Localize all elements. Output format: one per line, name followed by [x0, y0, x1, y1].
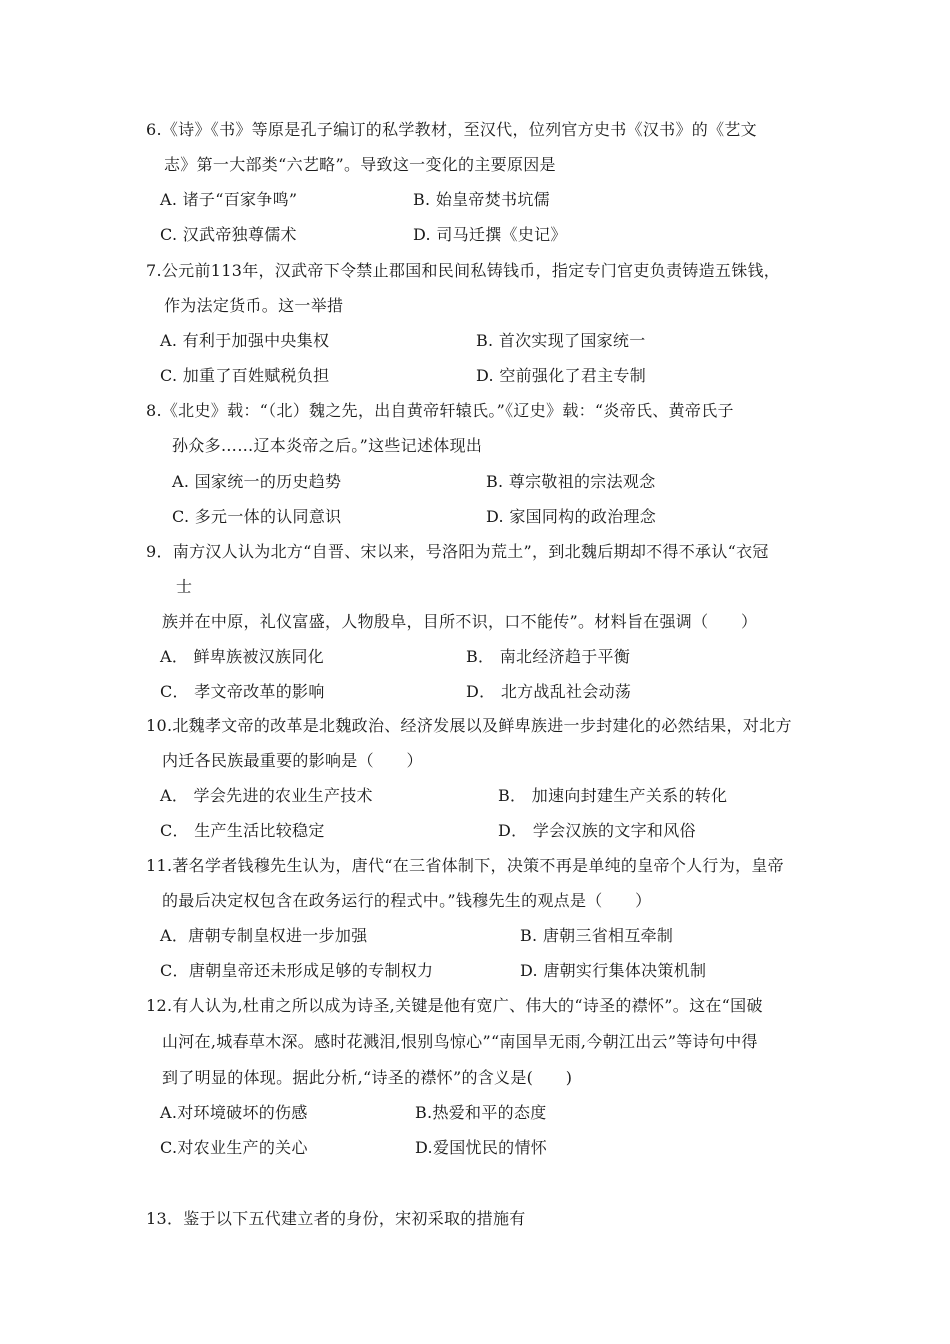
question-11-option-a[interactable]: A．唐朝专制皇权进一步加强 — [160, 926, 368, 945]
question-7-stem-line-2: 作为法定货币。这一举措 — [164, 296, 344, 315]
question-7-option-d[interactable]: D. 空前强化了君主专制 — [476, 366, 647, 385]
question-9-stem-line-3: 族并在中原，礼仪富盛，人物殷阜，目所不识，口不能传”。材料旨在强调（ ） — [162, 612, 758, 631]
question-6-option-b[interactable]: B. 始皇帝焚书坑儒 — [413, 190, 550, 209]
question-8-option-a[interactable]: A. 国家统一的历史趋势 — [172, 472, 342, 491]
question-11-stem-line-2: 的最后决定权包含在政务运行的程式中。”钱穆先生的观点是（ ） — [162, 891, 652, 910]
question-9-option-d[interactable]: D． 北方战乱社会动荡 — [466, 682, 632, 701]
question-11-option-c[interactable]: C．唐朝皇帝还未形成足够的专制权力 — [160, 961, 434, 980]
question-7-option-b[interactable]: B. 首次实现了国家统一 — [476, 331, 646, 350]
question-8-option-d[interactable]: D. 家国同构的政治理念 — [486, 507, 657, 526]
question-12-stem-line-3: 到了明显的体现。据此分析,“诗圣的襟怀”的含义是( ) — [162, 1068, 573, 1087]
question-9-option-a[interactable]: A． 鲜卑族被汉族同化 — [160, 647, 324, 666]
question-10-stem-line-2: 内迁各民族最重要的影响是（ ） — [162, 751, 423, 770]
question-12-option-c[interactable]: C.对农业生产的关心 — [160, 1138, 308, 1157]
question-8-option-b[interactable]: B. 尊宗敬祖的宗法观念 — [486, 472, 656, 491]
question-11-stem-line-1: 11.著名学者钱穆先生认为，唐代“在三省体制下，决策不再是单纯的皇帝个人行为，皇帝 — [146, 856, 784, 875]
question-6-stem-line-2: 志》第一大部类“六艺略”。导致这一变化的主要原因是 — [164, 155, 556, 174]
question-12-stem-line-1: 12.有人认为,杜甫之所以成为诗圣,关键是他有宽广、伟大的“诗圣的襟怀”。这在“国破 — [146, 996, 763, 1015]
question-8-stem-line-2: 孙众多……辽本炎帝之后。”这些记述体现出 — [172, 436, 483, 455]
question-10-option-a[interactable]: A． 学会先进的农业生产技术 — [160, 786, 373, 805]
question-12-option-b[interactable]: B.热爱和平的态度 — [415, 1103, 547, 1122]
question-10-option-b[interactable]: B． 加速向封建生产关系的转化 — [498, 786, 728, 805]
question-13-stem-line-1: 13．鉴于以下五代建立者的身份，宋初采取的措施有 — [146, 1209, 526, 1228]
question-6-stem-line-1: 6.《诗》《书》等原是孔子编订的私学教材，至汉代，位列官方史书《汉书》的《艺文 — [146, 120, 757, 139]
question-10-option-c[interactable]: C． 生产生活比较稳定 — [160, 821, 325, 840]
question-7-option-a[interactable]: A. 有利于加强中央集权 — [160, 331, 330, 350]
question-8-option-c[interactable]: C. 多元一体的认同意识 — [172, 507, 342, 526]
question-6-option-c[interactable]: C. 汉武帝独尊儒术 — [160, 225, 297, 244]
question-9-option-b[interactable]: B． 南北经济趋于平衡 — [466, 647, 631, 666]
question-12-option-a[interactable]: A.对环境破坏的伤感 — [160, 1103, 308, 1122]
question-9-stem-line-2: 士 — [176, 577, 193, 596]
question-12-stem-line-2: 山河在,城春草木深。感时花溅泪,恨别鸟惊心”“南国旱无雨,今朝江出云”等诗句中得 — [162, 1032, 758, 1051]
question-11-option-b[interactable]: B. 唐朝三省相互牵制 — [520, 926, 674, 945]
question-11-option-d[interactable]: D. 唐朝实行集体决策机制 — [520, 961, 707, 980]
question-9-stem-line-1: 9．南方汉人认为北方“自晋、宋以来，号洛阳为荒土”，到北魏后期却不得不承认“衣冠 — [146, 542, 769, 561]
question-7-option-c[interactable]: C. 加重了百姓赋税负担 — [160, 366, 330, 385]
question-6-option-a[interactable]: A. 诸子“百家争鸣” — [160, 190, 298, 209]
question-10-option-d[interactable]: D． 学会汉族的文字和风俗 — [498, 821, 696, 840]
question-9-option-c[interactable]: C． 孝文帝改革的影响 — [160, 682, 325, 701]
question-7-stem-line-1: 7.公元前113年，汉武帝下令禁止郡国和民间私铸钱币，指定专门官吏负责铸造五铢钱， — [146, 261, 781, 280]
question-6-option-d[interactable]: D. 司马迁撰《史记》 — [413, 225, 567, 244]
question-8-stem-line-1: 8.《北史》载：“（北）魏之先，出自黄帝轩辕氏。”《辽史》载：“炎帝氏、黄帝氏子 — [146, 401, 734, 420]
question-10-stem-line-1: 10.北魏孝文帝的改革是北魏政治、经济发展以及鲜卑族进一步封建化的必然结果，对北方 — [146, 716, 792, 735]
question-12-option-d[interactable]: D.爱国忧民的情怀 — [415, 1138, 548, 1157]
